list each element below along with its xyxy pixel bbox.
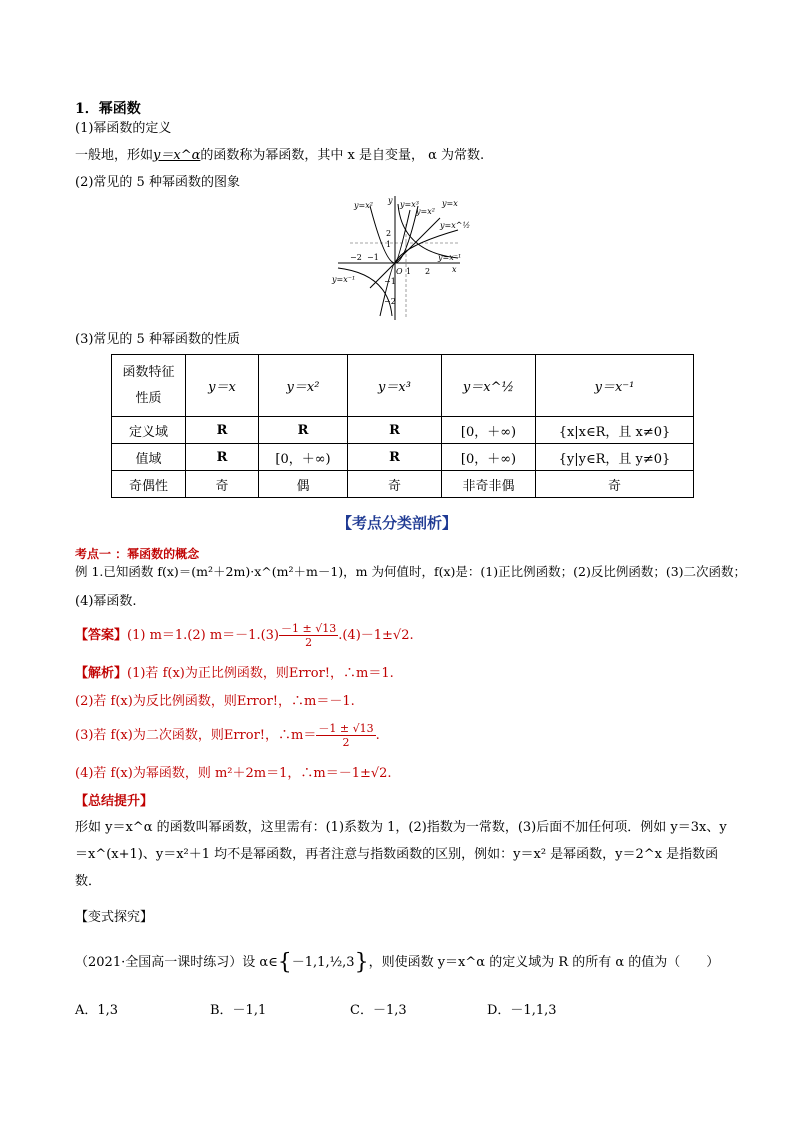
definition-text: 一般地，形如y＝x^α的函数称为幂函数，其中 x 是自变量， α 为常数. [75, 148, 485, 163]
table-header-cell: y＝x⁻¹ [536, 355, 694, 417]
variant-question: （2021·全国高一课时练习）设 α∈{－1,1,½,3}，则使函数 y＝x^α 的定义域为 R 的所有 α 的值为（ ） [75, 950, 720, 975]
table-cell: R [186, 417, 259, 444]
definition-formula: y＝x^α [153, 148, 201, 163]
summary-line-1: 形如 y＝x^α 的函数叫幂函数，这里需有：(1)系数为 1，(2)指数为一常数，(3)后面不加任何项．例如 y＝3x、y [75, 820, 727, 835]
tick-label: 1 [386, 240, 392, 249]
solution-tag: 【解析】 [75, 666, 128, 681]
table-cell: 非奇非偶 [442, 471, 536, 498]
power-function-graph [330, 194, 471, 320]
table-cell: 奇 [348, 471, 442, 498]
right-brace: } [354, 950, 369, 975]
properties-heading: (3)常见的 5 种幂函数的性质 [75, 332, 240, 347]
curve-label: y=x⁻¹ [332, 275, 356, 284]
tick-label: −2 [384, 297, 396, 306]
section-title: 1．幂函数 [75, 101, 141, 117]
example-line-2: (4)幂函数. [75, 594, 137, 609]
table-cell: R [348, 417, 442, 444]
curve-label: y=x² [416, 207, 435, 216]
curve-label: y=x³ [400, 200, 419, 209]
tick-label: −1 [367, 253, 379, 262]
table-cell: 奇 [186, 471, 259, 498]
table-cell: 奇偶性 [112, 471, 186, 498]
table-corner-cell: 函数特征 性质 [112, 355, 186, 417]
summary-line-3: 数． [75, 874, 102, 889]
table-header-cell: y＝x² [259, 355, 348, 417]
properties-table [111, 354, 694, 498]
table-cell: 值域 [112, 444, 186, 471]
table-cell: R [259, 417, 348, 444]
option-d[interactable]: D．－1,1,3 [487, 1003, 557, 1018]
option-c[interactable]: C．－1,3 [350, 1003, 407, 1018]
solution-line-2: (2)若 f(x)为反比例函数，则Error!，∴m＝－1. [75, 694, 355, 709]
table-header-cell: y＝x³ [348, 355, 442, 417]
solution-line-3: (3)若 f(x)为二次函数，则Error!，∴m＝ $\frac{-1 \pm √13}{2}$ . [75, 722, 380, 749]
curve-label: y=x² [354, 201, 373, 210]
alpha-set: －1,1,½,3 [291, 955, 355, 970]
table-cell: R [348, 444, 442, 471]
table-cell: 偶 [259, 471, 348, 498]
curve-label: y=x^½ [440, 221, 471, 230]
definition-heading: (1)幂函数的定义 [75, 121, 172, 136]
curve-label: y=x [442, 199, 458, 208]
curve-label: y=x⁻¹ [438, 253, 462, 262]
graph-heading: (2)常见的 5 种幂函数的图象 [75, 175, 240, 190]
tick-label: 2 [425, 267, 431, 276]
option-a[interactable]: A．1,3 [75, 1003, 119, 1018]
table-header-cell: y＝x [186, 355, 259, 417]
example-line-1: 例 1.已知函数 f(x)＝(m²＋2m)·x^(m²＋m－1)，m 为何值时，f(x)是：(1)正比例函数；(2)反比例函数；(3)二次函数； [75, 564, 747, 579]
table-cell: [0，＋∞) [442, 444, 536, 471]
table-cell: R [186, 444, 259, 471]
table-row [112, 444, 694, 471]
table-cell: [0，＋∞) [259, 444, 348, 471]
variant-tag: 【变式探究】 [75, 910, 154, 925]
option-b[interactable]: B．－1,1 [210, 1003, 267, 1018]
analysis-title: 【考点分类剖析】 [336, 514, 457, 532]
solution-fraction: $\frac{-1 \pm √13}{2}$ [318, 722, 374, 749]
tick-label: 1 [406, 267, 412, 276]
table-header-row [112, 355, 694, 417]
x-axis-label: x [452, 265, 457, 274]
solution-line-4: (4)若 f(x)为幂函数，则 m²＋2m＝1，∴m＝－1±√2. [75, 766, 392, 781]
origin-label: O [396, 267, 403, 276]
tick-label: −1 [384, 277, 396, 286]
table-header-cell: y＝x^½ [442, 355, 536, 417]
summary-line-2: ＝x^(x+1)、y＝x²＋1 均不是幂函数，再者注意与指数函数的区别，例如：y＝x² 是幂函数，y＝2^x 是指数函 [75, 847, 719, 862]
answer-line: 【答案】(1) m＝1.(2) m＝－1.(3) $\frac{-1 \pm √13}{2}$ .(4)－1±√2. [75, 622, 414, 649]
y-axis-label: y [388, 196, 393, 205]
table-cell: 定义域 [112, 417, 186, 444]
answer-tag: 【答案】 [75, 628, 128, 643]
left-brace: { [277, 950, 292, 975]
summary-tag: 【总结提升】 [75, 794, 154, 809]
solution-line-1: 【解析】(1)若 f(x)为正比例函数，则Error!，∴m＝1. [75, 666, 394, 681]
table-cell: 奇 [536, 471, 694, 498]
table-cell: [0，＋∞) [442, 417, 536, 444]
table-row [112, 417, 694, 444]
answer-fraction: $\frac{-1 \pm √13}{2}$ [281, 622, 337, 649]
tick-label: 2 [386, 229, 392, 238]
table-cell: {x|x∈R，且 x≠0} [536, 417, 694, 444]
table-cell: {y|y∈R，且 y≠0} [536, 444, 694, 471]
tick-label: −2 [350, 253, 362, 262]
table-row [112, 471, 694, 498]
kaodian-heading: 考点一 ：幂函数的概念 [75, 547, 200, 561]
